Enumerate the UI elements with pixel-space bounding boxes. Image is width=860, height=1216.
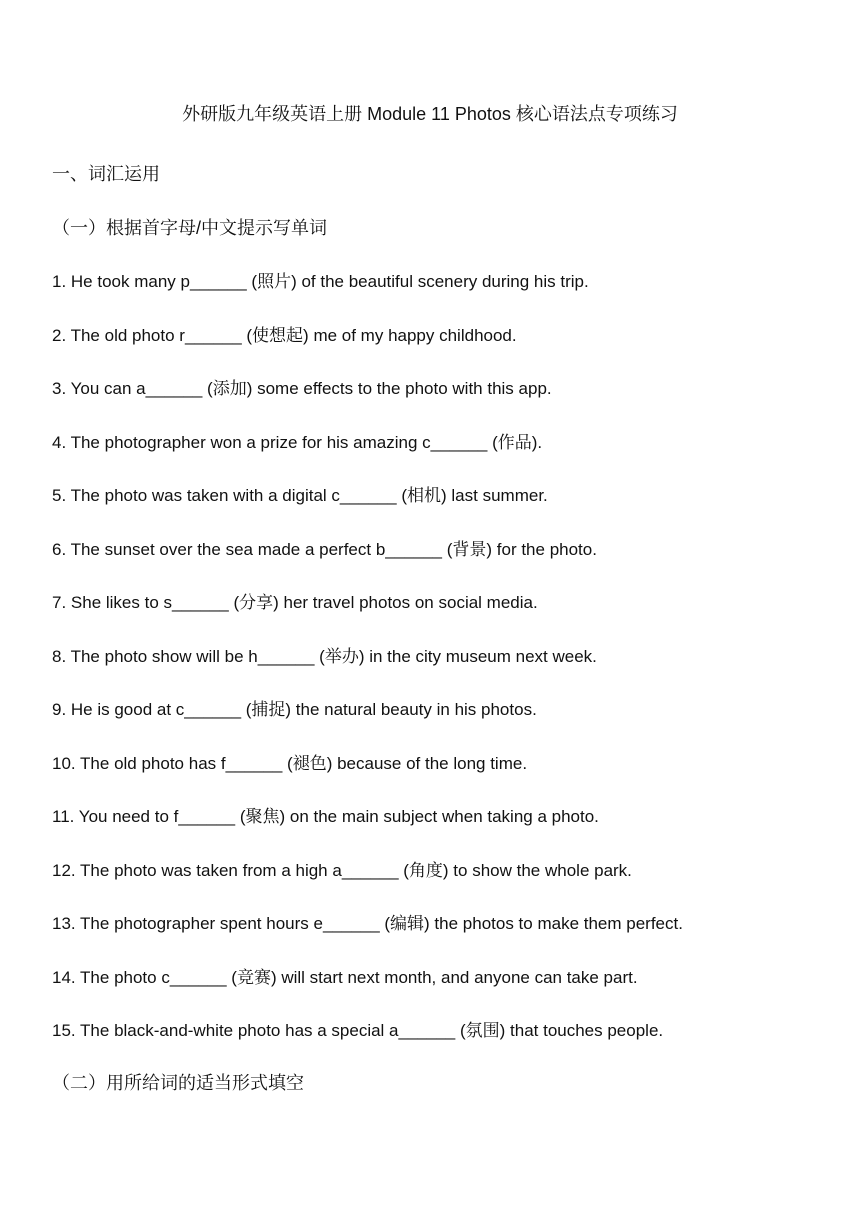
question-item-12: 12. The photo was taken from a high a______ (角度) to show the whole park. [52,860,632,880]
question-item-7: 7. She likes to s______ (分享) her travel photos on social media. [52,593,538,612]
question-item-10: 10. The old photo has f______ (褪色) because of the long time. [52,753,528,773]
subsection-heading-initial-letter: （一）根据首字母/中文提示写单词 [52,218,327,238]
subsection-heading-word-forms: （二）用所给词的适当形式填空 [52,1073,304,1093]
question-item-14: 14. The photo c______ (竞赛) will start next month, and anyone can take part. [52,967,638,987]
question-item-4: 4. The photographer won a prize for his amazing c______ (作品). [52,432,543,452]
question-item-9: 9. He is good at c______ (捕捉) the natural beauty in his photos. [52,700,537,719]
question-item-5: 5. The photo was taken with a digital c______ (相机) last summer. [52,486,548,505]
question-item-2: 2. The old photo r______ (使想起) me of my happy childhood. [52,325,517,345]
question-item-1: 1. He took many p______ (照片) of the beautiful scenery during his trip. [52,272,589,291]
question-item-6: 6. The sunset over the sea made a perfect b______ (背景) for the photo. [52,539,597,559]
question-item-11: 11. You need to f______ (聚焦) on the main subject when taking a photo. [52,807,599,826]
document-title: 外研版九年级英语上册 Module 11 Photos 核心语法点专项练习 [182,104,678,124]
question-item-13: 13. The photographer spent hours e______ (编辑) the photos to make them perfect. [52,914,683,933]
section-heading-vocabulary: 一、词汇运用 [52,164,160,184]
question-list [52,270,683,1073]
question-item-8: 8. The photo show will be h______ (举办) in the city museum next week. [52,646,597,666]
question-item-3: 3. You can a______ (添加) some effects to the photo with this app. [52,379,552,398]
question-item-15: 15. The black-and-white photo has a special a______ (氛围) that touches people. [52,1021,664,1040]
